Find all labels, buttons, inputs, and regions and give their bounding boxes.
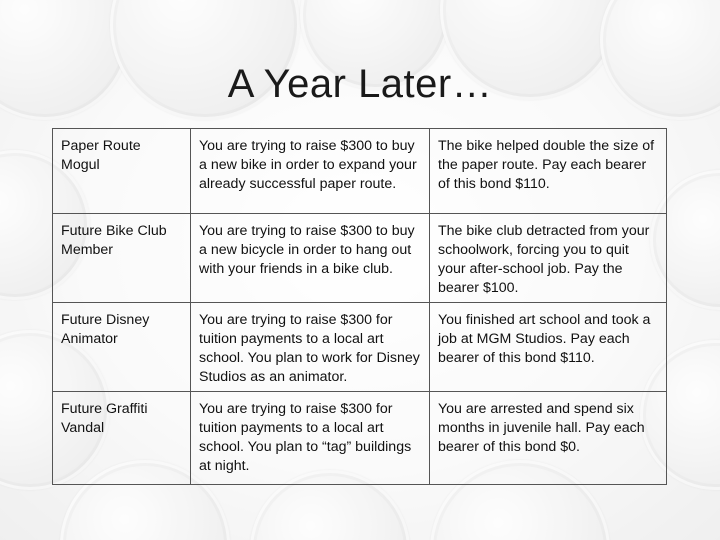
role-cell: Paper Route Mogul [53, 129, 191, 214]
outcome-cell: You finished art school and took a job at MGM Studios. Pay each bearer of this bond $110. [430, 303, 667, 392]
goal-cell: You are trying to raise $300 to buy a new bicycle in order to hang out with your friends in a bike club. [191, 214, 430, 303]
slide-title: A Year Later… [227, 62, 493, 106]
goal-cell: You are trying to raise $300 for tuition payments to a local art school. You plan to work for Disney Studios as an animator. [191, 303, 430, 392]
goal-cell: You are trying to raise $300 for tuition payments to a local art school. You plan to “tag” buildings at night. [191, 392, 430, 485]
role-cell: Future Graffiti Vandal [53, 392, 191, 485]
table-row [53, 129, 667, 214]
table-row [53, 214, 667, 303]
bond-outcomes-table [52, 128, 667, 485]
role-cell: Future Bike Club Member [53, 214, 191, 303]
table-row [53, 392, 667, 485]
goal-cell: You are trying to raise $300 to buy a new bike in order to expand your already successful paper route. [191, 129, 430, 214]
role-cell: Future Disney Animator [53, 303, 191, 392]
outcome-cell: The bike helped double the size of the paper route. Pay each bearer of this bond $110. [430, 129, 667, 214]
outcome-cell: You are arrested and spend six months in juvenile hall. Pay each bearer of this bond $0. [430, 392, 667, 485]
table-row [53, 303, 667, 392]
outcome-cell: The bike club detracted from your schoolwork, forcing you to quit your after-school job. Pay the bearer $100. [430, 214, 667, 303]
